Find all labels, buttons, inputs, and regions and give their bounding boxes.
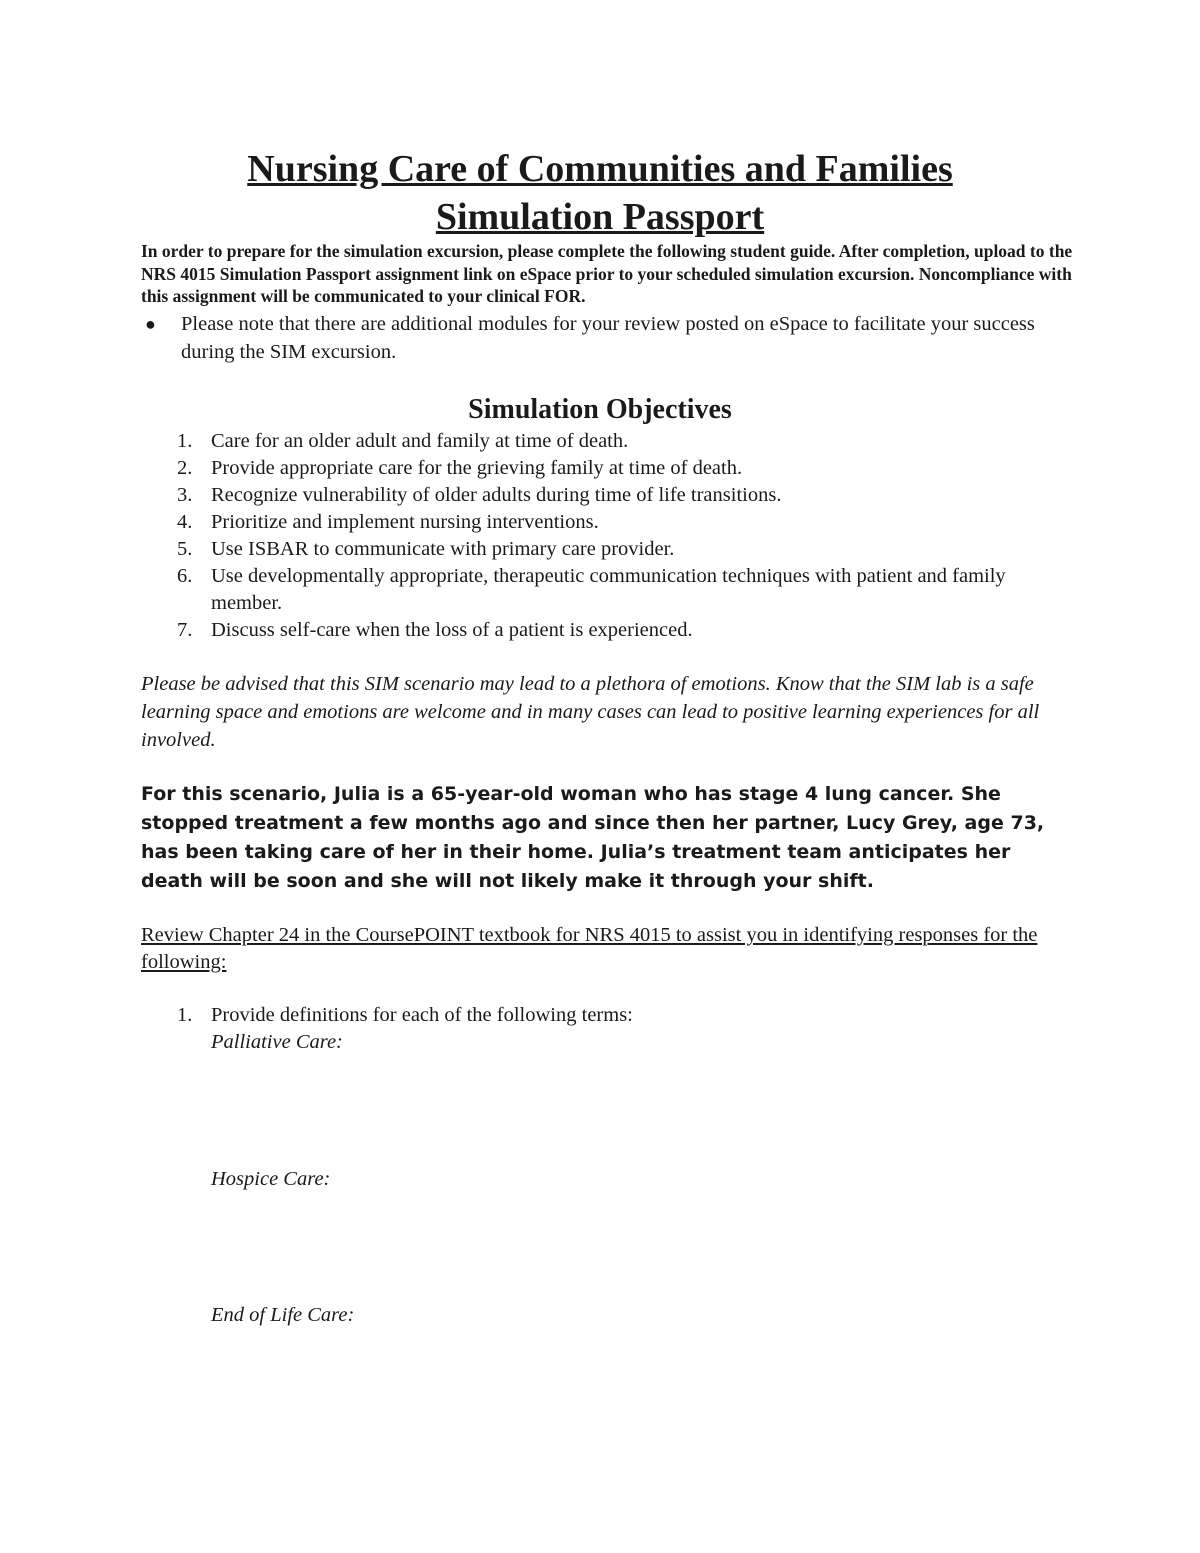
term-palliative-care: Palliative Care: (211, 1031, 343, 1053)
question-number: 1. (177, 1004, 193, 1026)
review-instruction: Review Chapter 24 in the CoursePOINT textbook for NRS 4015 to assist you in identifying responses for the following: (141, 924, 1038, 973)
advisory-note: Please be advised that this SIM scenario may lead to a plethora of emotions. Know that the SIM lab is a safe learning space and emotions are welcome and in many cases can lead to positive learning experiences for all involved. (141, 673, 1040, 751)
page-title-line-2: Simulation Passport (435, 196, 765, 238)
objective-number: 1. (177, 430, 193, 452)
objective-text: Recognize vulnerability of older adults during time of life transitions. (211, 484, 782, 506)
objective-text: Use developmentally appropriate, therapeutic communication techniques with patient and family member. (211, 565, 1006, 614)
objective-text: Provide appropriate care for the grieving family at time of death. (211, 457, 743, 479)
objective-number: 2. (177, 457, 193, 479)
objective-item (141, 482, 1081, 509)
objective-item (141, 617, 1081, 644)
objective-number: 6. (177, 565, 193, 587)
objective-item (141, 536, 1081, 563)
question-text: Provide definitions for each of the following terms: (211, 1004, 633, 1026)
objective-text: Prioritize and implement nursing interventions. (211, 511, 599, 533)
objective-number: 5. (177, 538, 193, 560)
page-title-line-1: Nursing Care of Communities and Families (247, 148, 953, 190)
objective-item (141, 455, 1081, 482)
objective-text: Discuss self-care when the loss of a patient is experienced. (211, 619, 693, 641)
bullet-text: Please note that there are additional modules for your review posted on eSpace to facilitate your success during the SIM excursion. (181, 313, 1035, 363)
objectives-list (141, 428, 1081, 644)
term-end-of-life-care: End of Life Care: (211, 1304, 355, 1326)
objective-number: 3. (177, 484, 193, 506)
objective-number: 7. (177, 619, 193, 641)
objective-number: 4. (177, 511, 193, 533)
bullet-icon: ● (145, 314, 156, 334)
objective-item (141, 509, 1081, 536)
objective-text: Use ISBAR to communicate with primary care provider. (211, 538, 675, 560)
intro-paragraph: In order to prepare for the simulation excursion, please complete the following student guide. After completion, upload to the NRS 4015 Simulation Passport assignment link on eSpace prior to your scheduled simulation excursion. Noncompliance with this assignment will be communicated to your clinical FOR. (141, 241, 1073, 306)
term-hospice-care: Hospice Care: (211, 1168, 331, 1190)
scenario-paragraph: For this scenario, Julia is a 65-year-old woman who has stage 4 lung cancer. She stopped treatment a few months ago and since then her partner, Lucy Grey, age 73, has been taking care of her in their home. Julia’s treatment team anticipates her death will be soon and she will not likely make it through your shift. (141, 783, 1045, 892)
objective-item (141, 563, 1081, 617)
objective-text: Care for an older adult and family at time of death. (211, 430, 629, 452)
objectives-heading: Simulation Objectives (468, 394, 732, 425)
objective-item (141, 428, 1081, 455)
